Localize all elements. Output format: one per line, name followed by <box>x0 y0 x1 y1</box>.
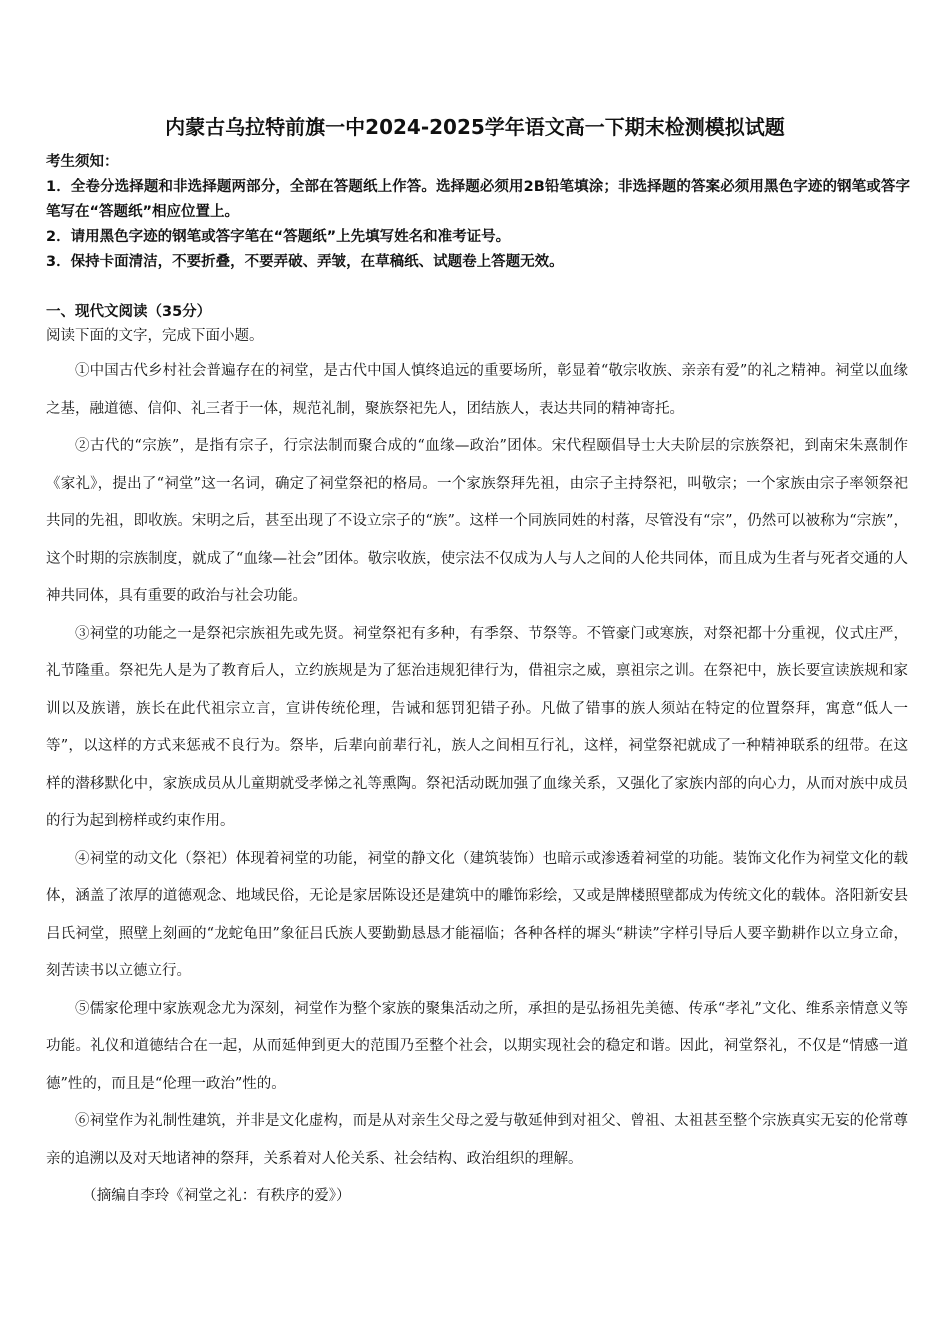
section-instruction: 阅读下面的文字，完成下面小题。 <box>46 328 264 344</box>
passage-paragraph-6: ⑥祠堂作为礼制性建筑，并非是文化虚构，而是从对亲生父母之爱与敬延伸到对祖父、曾祖、太祖甚至整个宗族真实无妄的伦常尊亲的追溯以及对天地诸神的祭拜，关系着对人伦关系、社会结构、政治组织的理解。 <box>46 1113 908 1167</box>
notice-rule-2: 2．请用黑色字迹的钢笔或答字笔在“答题纸”上先填写姓名和准考证号。 <box>46 229 511 245</box>
exam-title: 内蒙古乌拉特前旗一中2024-2025学年语文高一下期末检测模拟试题 <box>165 115 785 139</box>
passage-paragraph-5: ⑤儒家伦理中家族观念尤为深刻，祠堂作为整个家族的聚集活动之所，承担的是弘扬祖先美德、传承“孝礼”文化、维系亲情意义等功能。礼仪和道德结合在一起，从而延伸到更大的范围乃至整个社会，以期实现社会的稳定和谐。因此，祠堂祭礼，不仅是“情感一道德”性的，而且是“伦理一政治”性的。 <box>46 1000 908 1092</box>
passage-paragraph-4: ④祠堂的动文化（祭祀）体现着祠堂的功能，祠堂的静文化（建筑装饰）也暗示或渗透着祠堂的功能。装饰文化作为祠堂文化的载体，涵盖了浓厚的道德观念、地域民俗，无论是家居陈设还是建筑中的雕饰彩绘，又或是牌楼照壁都成为传统文化的载体。洛阳新安县吕氏祠堂，照壁上刻画的“龙蛇龟田”象征吕氏族人要勤勤恳恳才能福临；各种各样的墀头“耕读”字样引导后人要辛勤耕作以立身立命，刻苦读书以立德立行。 <box>46 850 908 979</box>
passage-source: （摘编自李玲《祠堂之礼：有秩序的爱》） <box>82 1188 351 1204</box>
section-header <box>46 300 910 348</box>
reading-passage <box>46 353 908 1216</box>
candidate-notice <box>46 150 910 275</box>
passage-paragraph-3: ③祠堂的功能之一是祭祀宗族祖先或先贤。祠堂祭祀有多种，有季祭、节祭等。不管豪门或寒族，对祭祀都十分重视，仪式庄严，礼节隆重。祭祀先人是为了教育后人，立约族规是为了惩治违规犯律行为，借祖宗之威，禀祖宗之训。在祭祀中，族长要宣读族规和家训以及族谱，族长在此代祖宗立言，宣讲传统伦理，告诫和惩罚犯错子孙。凡做了错事的族人须站在特定的位置祭拜，寓意“低人一等”，以这样的方式来惩戒不良行为。祭毕，后辈向前辈行礼，族人之间相互行礼，这样，祠堂祭祀就成了一种精神联系的纽带。在这样的潜移默化中，家族成员从儿童期就受孝悌之礼等熏陶。祭祀活动既加强了血缘关系，又强化了家族内部的向心力，从而对族中成员的行为起到榜样或约束作用。 <box>46 625 908 829</box>
passage-paragraph-1: ①中国古代乡村社会普遍存在的祠堂，是古代中国人慎终追远的重要场所，彰显着“敬宗收族、亲亲有爱”的礼之精神。祠堂以血缘之基，融道德、信仰、礼三者于一体，规范礼制，聚族祭祀先人，团结族人，表达共同的精神寄托。 <box>46 363 908 417</box>
section-heading: 一、现代文阅读（35分） <box>46 304 212 320</box>
passage-paragraph-2: ②古代的“宗族”，是指有宗子，行宗法制而聚合成的“血缘—政治”团体。宋代程颐倡导士大夫阶层的宗族祭祀，到南宋朱熹制作《家礼》，提出了“祠堂”这一名词，确定了祠堂祭祀的格局。一个家族祭拜先祖，由宗子主持祭祀，叫敬宗；一个家族由宗子率领祭祀共同的先祖，即收族。宋明之后，甚至出现了不设立宗子的“族”。这样一个同族同姓的村落，尽管没有“宗”，仍然可以被称为“宗族”，这个时期的宗族制度，就成了“血缘—社会”团体。敬宗收族，使宗法不仅成为人与人之间的人伦共同体，而且成为生者与死者交通的人神共同体，具有重要的政治与社会功能。 <box>46 438 908 604</box>
notice-rule-1: 1．全卷分选择题和非选择题两部分，全部在答题纸上作答。选择题必须用2B铅笔填涂；非选择题的答案必须用黑色字迹的钢笔或答字笔写在“答题纸”相应位置上。 <box>46 179 910 220</box>
notice-heading: 考生须知： <box>46 154 119 170</box>
notice-rule-3: 3．保持卡面清洁，不要折叠，不要弄破、弄皱，在草稿纸、试题卷上答题无效。 <box>46 254 564 270</box>
